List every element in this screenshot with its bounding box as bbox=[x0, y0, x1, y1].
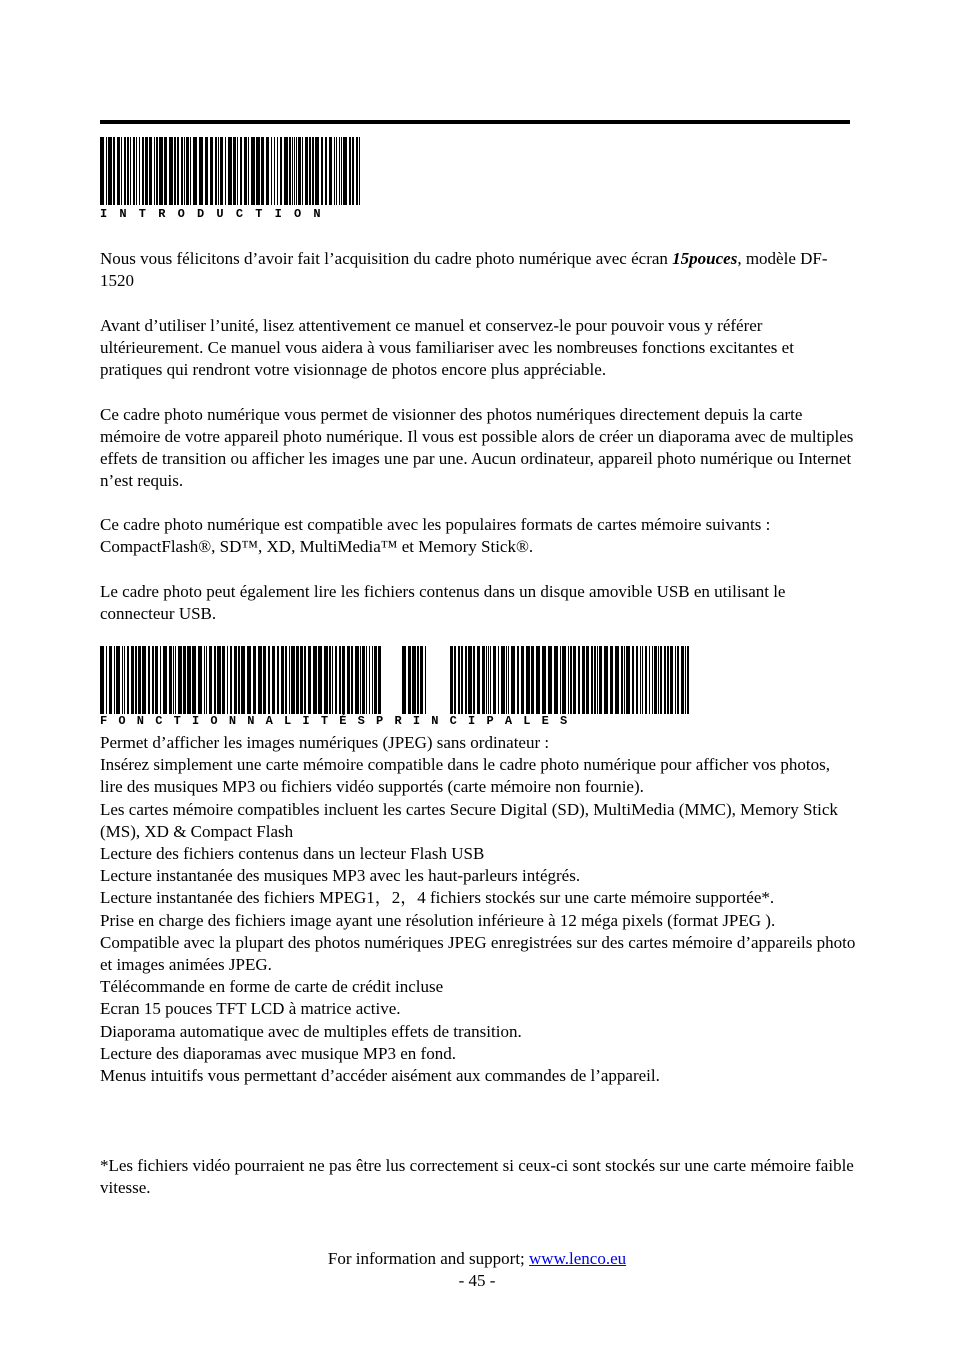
barcode-stripe bbox=[121, 137, 122, 205]
barcode-stripe bbox=[335, 646, 337, 714]
barcode-stripe bbox=[347, 646, 350, 714]
barcode-stripe bbox=[362, 646, 365, 714]
barcode-stripe bbox=[190, 137, 191, 205]
barcode-stripe bbox=[251, 137, 255, 205]
barcode-stripe bbox=[145, 137, 148, 205]
barcode-stripe bbox=[159, 137, 163, 205]
barcode-stripe bbox=[199, 137, 203, 205]
barcode-stripe bbox=[343, 137, 347, 205]
barcode-stripe bbox=[425, 646, 426, 714]
barcode-stripe bbox=[272, 646, 275, 714]
barcode-stripe bbox=[198, 646, 202, 714]
barcode-stripe bbox=[667, 646, 669, 714]
screen-size-emphasis: 15pouces bbox=[672, 249, 738, 268]
barcode-stripe bbox=[178, 646, 182, 714]
barcode-stripe bbox=[230, 646, 232, 714]
barcode-stripe bbox=[658, 646, 659, 714]
barcode-stripe bbox=[372, 646, 373, 714]
barcode-stripe bbox=[136, 137, 137, 205]
barcode-stripe bbox=[332, 646, 333, 714]
barcode-stripe bbox=[305, 137, 308, 205]
barcode-stripe bbox=[281, 646, 284, 714]
barcode-stripe bbox=[591, 646, 593, 714]
barcode-stripe bbox=[289, 646, 290, 714]
barcode-stripe bbox=[670, 646, 673, 714]
list-item: Les cartes mémoire compatibles incluent les cartes Secure Digital (SD), MultiMedia (MMC), Memory Stick (MS), XD & Compact Flash bbox=[100, 799, 838, 841]
barcode-stripe bbox=[294, 137, 295, 205]
barcode-stripe bbox=[241, 646, 245, 714]
barcode-stripe bbox=[130, 137, 131, 205]
barcode-stripe bbox=[570, 646, 572, 714]
barcode-stripe bbox=[336, 137, 337, 205]
barcode-stripe bbox=[645, 646, 647, 714]
list-item: Insérez simplement une carte mémoire compatible dans le cadre photo numérique pour afficher vos photos, lire des musiques MP3 ou fichiers vidéo supportés (carte mémoire non fournie). bbox=[100, 755, 830, 797]
footnote-text: *Les fichiers vidéo pourraient ne pas être lus correctement si ceux-ci sont stockés sur une carte mémoire faible vitesse. bbox=[100, 1156, 854, 1197]
intro-p2-text: Avant d’utiliser l’unité, lisez attentivement ce manuel et conservez-le pour pouvoir vous y référer ultérieurement. Ce manuel vous aidera à vous familiariser avec les nombreuses fonctions excitantes et pratiques qui rendront votre visionnage de photos encore plus appréciable. bbox=[100, 316, 794, 379]
barcode-stripe bbox=[148, 646, 150, 714]
intro-paragraph-1 bbox=[100, 248, 856, 292]
barcode-stripe bbox=[263, 646, 266, 714]
barcode-stripe bbox=[482, 646, 485, 714]
barcode-stripe bbox=[214, 646, 216, 714]
barcode-stripe bbox=[218, 137, 219, 205]
intro-paragraph-2 bbox=[100, 315, 856, 381]
barcode-stripe bbox=[582, 646, 585, 714]
barcode-stripe bbox=[233, 137, 236, 205]
barcode-stripe bbox=[560, 646, 561, 714]
barcode-stripe bbox=[329, 646, 331, 714]
barcode-stripe bbox=[106, 137, 107, 205]
barcode-stripe bbox=[329, 137, 332, 205]
barcode-stripe bbox=[341, 137, 342, 205]
list-item: Lecture des diaporamas avec musique MP3 en fond. bbox=[100, 1043, 456, 1063]
barcode-stripe bbox=[536, 646, 540, 714]
barcode-stripe bbox=[300, 646, 303, 714]
intro-p1-model: , modèle DF-1520 bbox=[100, 249, 828, 290]
barcode-stripe bbox=[298, 137, 301, 205]
barcode-stripe bbox=[360, 646, 361, 714]
barcode-stripe bbox=[164, 137, 167, 205]
barcode-stripe bbox=[554, 646, 558, 714]
barcode-stripe bbox=[378, 646, 381, 714]
barcode-stripe bbox=[124, 137, 126, 205]
introduction-heading-label: I N T R O D U C T I O N bbox=[100, 207, 321, 221]
barcode-stripe bbox=[548, 646, 552, 714]
barcode-stripe bbox=[339, 646, 341, 714]
barcode-stripe bbox=[175, 646, 176, 714]
barcode-stripe bbox=[210, 137, 213, 205]
barcode-stripe bbox=[256, 137, 260, 205]
barcode-stripe bbox=[610, 646, 613, 714]
barcode-stripe bbox=[315, 137, 319, 205]
barcode-stripe bbox=[465, 646, 467, 714]
footer-support bbox=[0, 1248, 954, 1270]
barcode-stripe bbox=[356, 137, 358, 205]
barcode-stripe bbox=[355, 646, 359, 714]
barcode-graphic bbox=[100, 137, 362, 205]
barcode-stripe bbox=[408, 646, 411, 714]
barcode-stripe bbox=[206, 646, 207, 714]
barcode-stripe bbox=[258, 646, 262, 714]
barcode-stripe bbox=[205, 137, 208, 205]
barcode-stripe bbox=[636, 646, 638, 714]
barcode-stripe bbox=[240, 137, 242, 205]
barcode-stripe bbox=[542, 646, 546, 714]
footnote bbox=[100, 1155, 856, 1199]
barcode-stripe bbox=[508, 646, 509, 714]
barcode-stripe bbox=[664, 646, 666, 714]
barcode-stripe bbox=[187, 646, 191, 714]
list-item: Prise en charge des fichiers image ayant une résolution inférieure à 12 méga pixels (format JPEG ). bbox=[100, 910, 776, 930]
barcode-stripe bbox=[154, 137, 155, 205]
barcode-stripe bbox=[334, 137, 335, 205]
barcode-stripe bbox=[681, 646, 684, 714]
barcode-stripe bbox=[280, 137, 282, 205]
barcode-stripe bbox=[133, 137, 135, 205]
barcode-stripe bbox=[163, 646, 167, 714]
barcode-stripe bbox=[578, 646, 580, 714]
barcode-stripe bbox=[296, 137, 297, 205]
barcode-stripe bbox=[586, 646, 589, 714]
barcode-stripe bbox=[568, 646, 569, 714]
barcode-stripe bbox=[152, 646, 154, 714]
barcode-stripe bbox=[193, 137, 197, 205]
barcode-stripe bbox=[244, 137, 247, 205]
barcode-stripe bbox=[138, 646, 141, 714]
barcode-stripe bbox=[183, 646, 186, 714]
barcode-stripe bbox=[114, 646, 115, 714]
intro-p3-text: Ce cadre photo numérique vous permet de visionner des photos numériques directement depuis la carte mémoire de votre appareil photo numérique. Il vous est possible alors de créer un diaporama avec de multiples effets de transition ou afficher les images une par une. Aucun ordinateur, appareil photo numérique ou Internet n’est requis. bbox=[100, 405, 854, 490]
barcode-stripe bbox=[217, 646, 221, 714]
barcode-stripe bbox=[100, 646, 104, 714]
barcode-stripe bbox=[325, 137, 327, 205]
barcode-stripe bbox=[511, 646, 515, 714]
barcode-stripe bbox=[292, 137, 293, 205]
list-item: Lecture instantanée des musiques MP3 avec les haut-parleurs intégrés. bbox=[100, 866, 581, 886]
barcode-stripe bbox=[169, 137, 173, 205]
barcode-stripe bbox=[313, 646, 317, 714]
barcode-stripe bbox=[642, 646, 643, 714]
barcode-stripe bbox=[309, 137, 311, 205]
barcode-stripe bbox=[321, 137, 323, 205]
barcode-stripe bbox=[268, 646, 270, 714]
barcode-stripe bbox=[122, 646, 123, 714]
barcode-stripe bbox=[248, 137, 249, 205]
barcode-stripe bbox=[234, 646, 237, 714]
barcode-stripe bbox=[506, 646, 507, 714]
barcode-stripe bbox=[687, 646, 689, 714]
barcode-stripe bbox=[261, 137, 264, 205]
introduction-heading bbox=[100, 137, 362, 223]
barcode-stripe bbox=[109, 646, 112, 714]
barcode-stripe bbox=[131, 646, 134, 714]
barcode-stripe bbox=[501, 646, 505, 714]
barcode-stripe bbox=[477, 646, 480, 714]
barcode-stripe bbox=[139, 137, 140, 205]
features-list bbox=[100, 732, 856, 1087]
barcode-stripe bbox=[562, 646, 566, 714]
barcode-stripe bbox=[173, 646, 174, 714]
barcode-stripe bbox=[488, 646, 489, 714]
list-item: Télécommande en forme de carte de crédit incluse bbox=[100, 977, 444, 997]
intro-paragraph-3 bbox=[100, 404, 856, 492]
barcode-stripe bbox=[289, 137, 291, 205]
barcode-stripe bbox=[615, 646, 619, 714]
barcode-stripe bbox=[227, 646, 228, 714]
barcode-stripe bbox=[461, 646, 463, 714]
barcode-stripe bbox=[291, 646, 295, 714]
list-item: Lecture des fichiers contenus dans un lecteur Flash USB bbox=[100, 844, 485, 864]
barcode-stripe bbox=[108, 137, 112, 205]
barcode-stripe bbox=[675, 646, 676, 714]
barcode-stripe bbox=[649, 646, 650, 714]
barcode-stripe bbox=[640, 646, 641, 714]
barcode-stripe bbox=[402, 646, 406, 714]
barcode-stripe bbox=[498, 646, 499, 714]
barcode-stripe bbox=[349, 137, 351, 205]
barcode-stripe bbox=[621, 646, 623, 714]
list-item: Menus intuitifs vous permettant d’accéder aisément aux commandes de l’appareil. bbox=[100, 1066, 660, 1086]
top-rule bbox=[100, 120, 850, 124]
barcode-stripe bbox=[352, 137, 354, 205]
barcode-stripe bbox=[271, 137, 272, 205]
barcode-stripe bbox=[526, 646, 530, 714]
barcode-stripe bbox=[237, 137, 238, 205]
barcode-stripe bbox=[366, 646, 367, 714]
barcode-stripe bbox=[225, 137, 226, 205]
barcode-stripe bbox=[604, 646, 608, 714]
barcode-stripe bbox=[142, 646, 146, 714]
footer-support-text: For information and support; bbox=[327, 1249, 530, 1268]
page-number: - 45 - bbox=[458, 1271, 496, 1290]
barcode-stripe bbox=[106, 646, 107, 714]
barcode-stripe bbox=[220, 137, 223, 205]
barcode-stripe bbox=[238, 646, 240, 714]
barcode-stripe bbox=[374, 646, 377, 714]
barcode-stripe bbox=[521, 646, 524, 714]
barcode-stripe bbox=[204, 646, 205, 714]
barcode-stripe bbox=[277, 646, 279, 714]
barcode-stripe bbox=[351, 646, 353, 714]
barcode-stripe bbox=[339, 137, 340, 205]
barcode-stripe bbox=[296, 646, 299, 714]
barcode-stripe bbox=[127, 646, 129, 714]
list-item: Permet d’afficher les images numériques (JPEG) sans ordinateur : bbox=[100, 733, 550, 752]
barcode-stripe bbox=[324, 646, 328, 714]
barcode-stripe bbox=[654, 646, 657, 714]
barcode-stripe bbox=[285, 646, 287, 714]
intro-paragraph-5 bbox=[100, 581, 856, 625]
barcode-stripe bbox=[342, 646, 345, 714]
barcode-stripe bbox=[302, 137, 303, 205]
barcode-stripe bbox=[517, 646, 519, 714]
barcode-stripe bbox=[127, 137, 129, 205]
barcode-stripe bbox=[222, 646, 225, 714]
barcode-stripe bbox=[149, 137, 152, 205]
barcode-stripe bbox=[142, 137, 144, 205]
barcode-stripe bbox=[685, 646, 686, 714]
list-item: Ecran 15 pouces TFT LCD à matrice active. bbox=[100, 999, 401, 1019]
barcode-stripe bbox=[116, 646, 120, 714]
barcode-stripe bbox=[632, 646, 634, 714]
barcode-stripe bbox=[113, 137, 115, 205]
barcode-stripe bbox=[174, 137, 176, 205]
barcode-stripe bbox=[215, 137, 217, 205]
barcode-stripe bbox=[184, 137, 185, 205]
barcode-stripe bbox=[677, 646, 679, 714]
barcode-stripe bbox=[597, 646, 598, 714]
barcode-stripe bbox=[155, 646, 158, 714]
barcode-stripe bbox=[277, 137, 278, 205]
intro-p1-text: Nous vous félicitons d’avoir fait l’acquisition du cadre photo numérique avec écran bbox=[100, 249, 673, 268]
barcode-stripe bbox=[124, 646, 125, 714]
barcode-stripe bbox=[274, 137, 275, 205]
barcode-stripe bbox=[156, 137, 158, 205]
barcode-stripe bbox=[181, 137, 183, 205]
barcode-stripe bbox=[177, 137, 179, 205]
barcode-stripe bbox=[652, 646, 653, 714]
list-item: Diaporama automatique avec de multiples effets de transition. bbox=[100, 1021, 522, 1041]
barcode-stripe bbox=[450, 646, 453, 714]
barcode-stripe bbox=[573, 646, 576, 714]
barcode-stripe bbox=[594, 646, 596, 714]
intro-paragraph-4 bbox=[100, 514, 856, 558]
barcode-stripe bbox=[308, 646, 311, 714]
barcode-stripe bbox=[312, 137, 314, 205]
list-item: Lecture instantanée des fichiers MPEG1，2，4 fichiers stockés sur une carte mémoire supportée*. bbox=[100, 888, 775, 908]
barcode-stripe bbox=[304, 646, 306, 714]
barcode-stripe bbox=[369, 646, 370, 714]
barcode-stripe bbox=[247, 646, 251, 714]
barcode-stripe bbox=[160, 646, 161, 714]
barcode-graphic bbox=[100, 646, 690, 714]
barcode-stripe bbox=[473, 646, 475, 714]
barcode-stripe bbox=[192, 646, 196, 714]
barcode-stripe bbox=[417, 646, 419, 714]
barcode-stripe bbox=[284, 137, 288, 205]
features-heading bbox=[100, 646, 690, 730]
barcode-stripe bbox=[599, 646, 602, 714]
barcode-stripe bbox=[117, 137, 120, 205]
intro-p4-text: Ce cadre photo numérique est compatible avec les populaires formats de cartes mémoire suivants : CompactFlash®, SD™, XD, MultiMedia™ et Memory Stick®. bbox=[100, 515, 771, 556]
barcode-stripe bbox=[490, 646, 491, 714]
intro-p5-text: Le cadre photo peut également lire les fichiers contenus dans un disque amovible USB en utilisant le connecteur USB. bbox=[100, 582, 786, 623]
barcode-stripe bbox=[624, 646, 625, 714]
features-heading-label: F O N C T I O N N A L I T É S P R I N C I P A L E S bbox=[100, 714, 568, 728]
list-item: Compatible avec la plupart des photos numériques JPEG enregistrées sur des cartes mémoire d’appareils photo et images animées JPEG. bbox=[100, 932, 856, 975]
barcode-stripe bbox=[253, 646, 256, 714]
website-link[interactable]: www.lenco.eu bbox=[529, 1249, 627, 1268]
barcode-stripe bbox=[209, 646, 212, 714]
barcode-stripe bbox=[660, 646, 662, 714]
barcode-stripe bbox=[493, 646, 496, 714]
barcode-stripe bbox=[135, 646, 137, 714]
barcode-stripe bbox=[318, 646, 322, 714]
barcode-stripe bbox=[420, 646, 423, 714]
barcode-stripe bbox=[228, 137, 232, 205]
barcode-stripe bbox=[100, 137, 104, 205]
barcode-stripe bbox=[359, 137, 360, 205]
barcode-stripe bbox=[458, 646, 460, 714]
barcode-stripe bbox=[186, 137, 189, 205]
barcode-stripe bbox=[412, 646, 416, 714]
barcode-stripe bbox=[468, 646, 472, 714]
barcode-stripe bbox=[169, 646, 172, 714]
barcode-stripe bbox=[626, 646, 630, 714]
barcode-stripe bbox=[266, 137, 269, 205]
barcode-stripe bbox=[486, 646, 487, 714]
barcode-stripe bbox=[531, 646, 534, 714]
barcode-stripe bbox=[454, 646, 456, 714]
